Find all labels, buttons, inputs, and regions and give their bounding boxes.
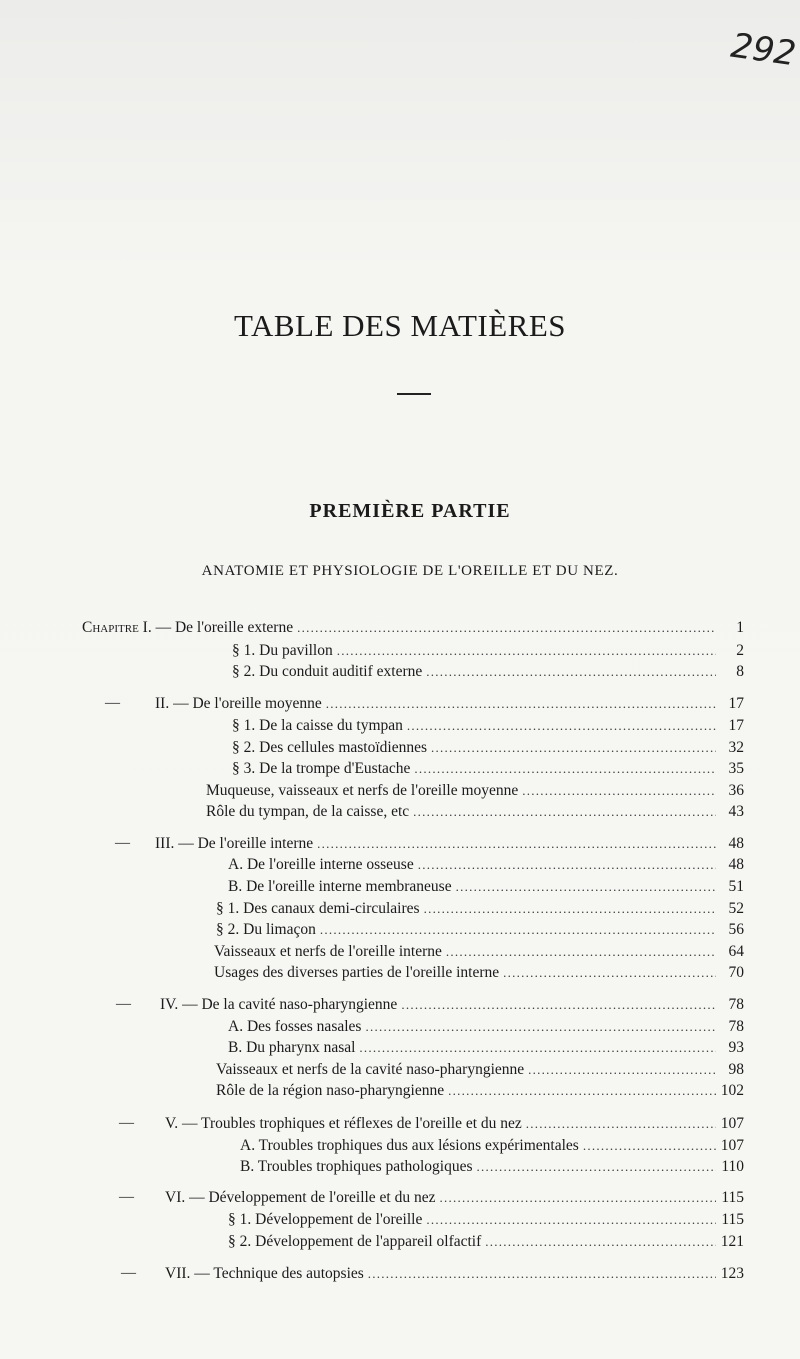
toc-entry-label: II. — De l'oreille moyenne bbox=[155, 695, 322, 712]
toc-entry[interactable] bbox=[228, 1039, 744, 1059]
toc-entry-label: § 1. Développement de l'oreille bbox=[228, 1211, 423, 1228]
toc-entry-label: § 2. Des cellules mastoïdiennes bbox=[232, 739, 427, 756]
toc-entry-label: § 2. Développement de l'appareil olfactif bbox=[228, 1233, 482, 1250]
toc-entry-label: Rôle du tympan, de la caisse, etc bbox=[206, 803, 410, 820]
toc-entry-label: A. Troubles trophiques dus aux lésions expérimentales bbox=[240, 1137, 579, 1154]
toc-entry[interactable] bbox=[216, 900, 744, 920]
toc-entry[interactable] bbox=[228, 1211, 744, 1231]
toc-entry-label: Usages des diverses parties de l'oreille interne bbox=[214, 964, 500, 981]
toc-page-number: 51 bbox=[728, 878, 744, 895]
toc-page-number: 32 bbox=[728, 739, 744, 756]
toc-page-number: 78 bbox=[728, 1018, 744, 1035]
toc-entry-label bbox=[82, 619, 293, 637]
dot-leader bbox=[359, 1040, 716, 1056]
toc-page-number: 1 bbox=[736, 619, 744, 636]
toc-entry[interactable] bbox=[116, 996, 744, 1016]
handwritten-page-annotation: 292 bbox=[728, 25, 799, 75]
toc-entry-label: § 1. Du pavillon bbox=[232, 642, 333, 659]
toc-entry[interactable] bbox=[121, 1265, 744, 1285]
chapter-dash: — bbox=[119, 1189, 134, 1205]
dot-leader bbox=[414, 761, 716, 777]
toc-page-number: 78 bbox=[728, 996, 744, 1013]
toc-entry-label: VI. — Développement de l'oreille et du nez bbox=[165, 1189, 436, 1206]
toc-entry-label: § 2. Du limaçon bbox=[216, 921, 316, 938]
toc-page-number: 121 bbox=[720, 1233, 744, 1250]
dot-leader bbox=[503, 965, 716, 981]
dot-leader bbox=[583, 1138, 716, 1154]
toc-entry[interactable] bbox=[119, 1189, 744, 1209]
toc-entry-label: VII. — Technique des autopsies bbox=[165, 1265, 364, 1282]
toc-entry-label: Vaisseaux et nerfs de la cavité naso-pharyngienne bbox=[216, 1061, 525, 1078]
toc-entry[interactable] bbox=[216, 1061, 744, 1081]
dot-leader bbox=[326, 696, 716, 712]
toc-entry[interactable] bbox=[228, 1233, 744, 1253]
toc-page-number: 48 bbox=[728, 856, 744, 873]
toc-entry[interactable] bbox=[206, 782, 744, 802]
toc-entry-label: Vaisseaux et nerfs de l'oreille interne bbox=[214, 943, 442, 960]
toc-entry[interactable] bbox=[232, 642, 744, 662]
toc-page-number: 115 bbox=[721, 1211, 744, 1228]
dot-leader bbox=[426, 664, 716, 680]
toc-entry-label: III. — De l'oreille interne bbox=[155, 835, 314, 852]
toc-page-number: 43 bbox=[728, 803, 744, 820]
toc-entry[interactable] bbox=[119, 1115, 744, 1135]
dot-leader bbox=[440, 1190, 716, 1206]
dot-leader bbox=[448, 1083, 716, 1099]
toc-page-number: 98 bbox=[728, 1061, 744, 1078]
toc-entry[interactable] bbox=[214, 964, 744, 984]
dot-leader bbox=[418, 857, 716, 873]
dot-leader bbox=[485, 1234, 716, 1250]
page-title: TABLE DES MATIÈRES bbox=[233, 308, 567, 343]
chapter-dash: — bbox=[116, 996, 131, 1012]
toc-page-number: 107 bbox=[720, 1137, 744, 1154]
toc-entry-label: § 1. Des canaux demi-circulaires bbox=[216, 900, 420, 917]
dot-leader bbox=[317, 836, 716, 852]
toc-page-number: 93 bbox=[728, 1039, 744, 1056]
toc-entry-label: B. De l'oreille interne membraneuse bbox=[228, 878, 452, 895]
toc-entry-label: IV. — De la cavité naso-pharyngienne bbox=[160, 996, 398, 1013]
chapter-dash: — bbox=[115, 835, 130, 851]
toc-page-number: 52 bbox=[728, 900, 744, 917]
toc-entry-label: B. Troubles trophiques pathologiques bbox=[240, 1158, 473, 1175]
toc-page-number: 115 bbox=[721, 1189, 744, 1206]
toc-entry[interactable] bbox=[232, 739, 744, 759]
toc-entry[interactable] bbox=[232, 760, 744, 780]
dot-leader bbox=[401, 997, 716, 1013]
toc-entry[interactable] bbox=[228, 856, 744, 876]
toc-page-number: 35 bbox=[728, 760, 744, 777]
toc-entry[interactable] bbox=[232, 717, 744, 737]
toc-entry[interactable] bbox=[232, 663, 744, 683]
dot-leader bbox=[320, 922, 716, 938]
chapter-dash: — bbox=[105, 695, 120, 711]
toc-entry[interactable] bbox=[206, 803, 744, 823]
toc-entry-label: V. — Troubles trophiques et réflexes de l'oreille et du nez bbox=[165, 1115, 522, 1132]
toc-page-number: 36 bbox=[728, 782, 744, 799]
toc-entry[interactable] bbox=[115, 835, 744, 855]
chapter-dash: — bbox=[121, 1265, 136, 1281]
toc-page-number: 48 bbox=[728, 835, 744, 852]
section-heading: ANATOMIE ET PHYSIOLOGIE DE L'OREILLE ET DU NEZ. bbox=[201, 563, 619, 579]
dot-leader bbox=[528, 1062, 716, 1078]
toc-entry[interactable] bbox=[216, 921, 744, 941]
toc-page-number: 110 bbox=[721, 1158, 744, 1175]
dot-leader bbox=[365, 1019, 716, 1035]
chapter-prefix: Chapitre bbox=[82, 619, 139, 636]
toc-entry[interactable] bbox=[228, 1018, 744, 1038]
toc-entry[interactable] bbox=[216, 1082, 744, 1102]
toc-page-number: 17 bbox=[728, 717, 744, 734]
toc-page-number: 2 bbox=[736, 642, 744, 659]
dot-leader bbox=[426, 1212, 716, 1228]
toc-entry[interactable] bbox=[240, 1137, 744, 1157]
toc-entry[interactable] bbox=[214, 943, 744, 963]
chapter-dash: — bbox=[119, 1115, 134, 1131]
dot-leader bbox=[407, 718, 716, 734]
toc-entry-label: B. Du pharynx nasal bbox=[228, 1039, 356, 1056]
dot-leader bbox=[297, 620, 716, 636]
toc-entry-label: § 3. De la trompe d'Eustache bbox=[232, 760, 411, 777]
toc-page-number: 102 bbox=[720, 1082, 744, 1099]
toc-entry[interactable] bbox=[228, 878, 744, 898]
toc-entry-label: A. De l'oreille interne osseuse bbox=[228, 856, 414, 873]
toc-entry-label: Rôle de la région naso-pharyngienne bbox=[216, 1082, 445, 1099]
toc-entry-label: § 2. Du conduit auditif externe bbox=[232, 663, 423, 680]
part-heading: PREMIÈRE PARTIE bbox=[309, 500, 511, 522]
toc-page-number: 70 bbox=[728, 964, 744, 981]
toc-entry-label: § 1. De la caisse du tympan bbox=[232, 717, 403, 734]
toc-entry-label: Muqueuse, vaisseaux et nerfs de l'oreille moyenne bbox=[206, 782, 519, 799]
toc-page-number: 56 bbox=[728, 921, 744, 938]
toc-page-number: 64 bbox=[728, 943, 744, 960]
toc-entry[interactable] bbox=[105, 695, 744, 715]
toc-entry[interactable] bbox=[82, 619, 744, 639]
toc-entry[interactable] bbox=[240, 1158, 744, 1178]
dot-leader bbox=[526, 1116, 716, 1132]
toc-entry-label: A. Des fosses nasales bbox=[228, 1018, 362, 1035]
dot-leader bbox=[431, 740, 716, 756]
dot-leader bbox=[424, 901, 716, 917]
toc-page-number: 8 bbox=[736, 663, 744, 680]
toc-page-number: 123 bbox=[720, 1265, 744, 1282]
dot-leader bbox=[522, 783, 716, 799]
dot-leader bbox=[456, 879, 716, 895]
toc-page-number: 107 bbox=[720, 1115, 744, 1132]
dot-leader bbox=[337, 643, 716, 659]
toc-entry-text: I. — De l'oreille externe bbox=[138, 619, 294, 636]
dot-leader bbox=[477, 1159, 716, 1175]
dot-leader bbox=[368, 1266, 716, 1282]
toc-page-number: 17 bbox=[728, 695, 744, 712]
dot-leader bbox=[413, 804, 716, 820]
dot-leader bbox=[446, 944, 716, 960]
